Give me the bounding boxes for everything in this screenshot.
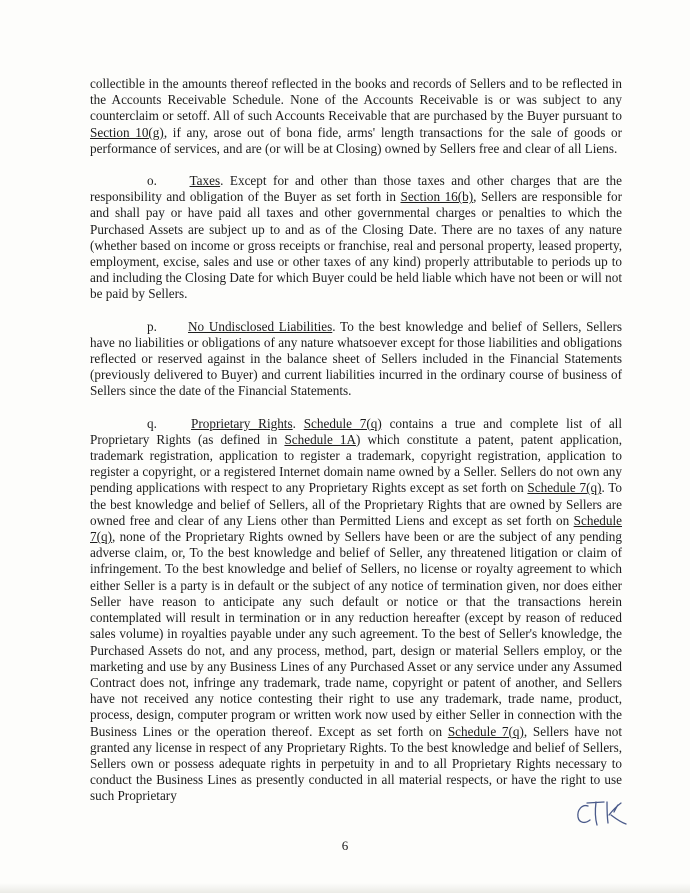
paragraph-text: . To the best knowledge and belief of Sellers, all of the Proprietary Rights that are owned by Sellers are owned free and clear of any Liens other than Permitted Liens and except as set forth on — [90, 480, 622, 528]
paragraph-text: collectible in the amounts thereof reflected in the books and records of Sellers and to be reflected in the Accounts Receivable Schedule. None of the Accounts Receivable is or was subject to any counterclaim or setoff. All of such Accounts Receivable that are purchased by the Buyer pursuant to — [90, 76, 622, 124]
schedule-reference: Schedule 7(q) — [90, 512, 622, 545]
paragraph-text: , if any, arose out of bona fide, arms' length transactions for the sale of goods or performance of services, and are (or will be at Closing) owned by Sellers free and clear of all Liens. — [90, 124, 623, 156]
scan-edge — [0, 883, 690, 893]
paragraph-text: . To the best knowledge and belief of Sellers, Sellers have no liabilities or obligations of any nature whatsoever except for those liabilities and obligations reflected or reserved against in the balance sheet of Sellers included in the Financial Statements (previously delivered to Buyer) and current liabilities incurred in the ordinary course of business of Sellers since the date of the Financial Statements. — [90, 318, 622, 399]
paragraph-text: , Sellers have not granted any license in respect of any Proprietary Rights. To the best knowledge and belief of Sellers, Sellers own or possess adequate rights in perpetuity in and to all Proprietary Rights necessary to conduct the Business Lines as presently conducted in all material respects, or have the right to use such Proprietary — [90, 723, 622, 804]
paragraph-no-undisclosed-liabilities — [90, 319, 622, 400]
section-heading: No Undisclosed Liabilities — [188, 318, 333, 334]
paragraph-proprietary-rights — [90, 416, 622, 805]
schedule-reference: Schedule 7(q) — [303, 415, 382, 431]
section-letter: o. — [147, 173, 157, 189]
paragraph-accounts-receivable-continuation — [90, 76, 622, 157]
section-letter: p. — [147, 318, 157, 334]
paragraph-text: . — [292, 415, 304, 431]
section-reference: Section 16(b) — [400, 189, 474, 205]
section-letter: q. — [147, 415, 157, 431]
schedule-reference: Schedule 1A — [284, 431, 357, 447]
paragraph-text: . Except for and other than those taxes and other charges that are the responsibility and obligation of the Buyer as set forth in — [90, 173, 622, 205]
paragraph-text: ) which constitute a patent, patent application, trademark registration, application to register a trademark, copyright registration, application to register a copyright, or a registered Internet domain name owned by a Seller. Sellers do not own any pending applications with respect to any Proprietary Rights except as set forth on — [90, 431, 622, 496]
section-heading: Taxes — [189, 173, 221, 189]
paragraph-text: , none of the Proprietary Rights owned by Sellers have been or are the subject of any pending adverse claim, or, To the best knowledge and belief of Seller, any threatened litigation or claim of infringement. To the best knowledge and belief of Sellers, no license or royalty agreement to which either Seller is a party is in default or the subject of any notice of termination given, nor does either Seller have reason to anticipate any such default or notice or that the transactions herein contemplated will result in termination or in any reduction hereafter (except by reason of reduced sales volume) in royalties payable under any such agreement. To the best of Seller's knowledge, the Purchased Assets do not, and any process, method, part, design or material Sellers employ, or the marketing and use by any Business Lines of any Purchased Asset or any service under any Assumed Contract does not, infringe any trademark, trade name, copyright or patent of another, and Sellers have not received any notice contesting their right to use any trademark, trade name, product, process, design, computer program or written work now used by either Seller in connection with the Business Lines or the operation thereof. Except as set forth on — [90, 529, 622, 739]
schedule-reference: Schedule 7(q) — [527, 480, 602, 496]
document-body — [90, 76, 622, 821]
paragraph-text: , Sellers are responsible for and shall pay or have paid all taxes and other governmental charges or penalties to which the Purchased Assets are subject up to and as of the Closing Date. There are no taxes of any nature (whether based on income or gross receipts or franchise, real and personal property, leased property, employment, excise, sales and use or other taxes of any kind) properly attributable to periods up to and including the Closing Date for which Buyer could be held liable which have not been or will not be paid by Sellers. — [90, 189, 622, 302]
schedule-reference: Schedule 7(q) — [447, 723, 524, 739]
page-number: 6 — [341, 838, 349, 853]
handwritten-initials — [574, 796, 634, 835]
initials-signature-icon — [574, 796, 634, 830]
section-reference: Section 10(g) — [90, 124, 164, 140]
section-heading: Proprietary Rights — [191, 415, 293, 431]
paragraph-taxes — [90, 173, 622, 303]
paragraph-text: contains a true and complete list of all Proprietary Rights (as defined in — [90, 415, 622, 447]
